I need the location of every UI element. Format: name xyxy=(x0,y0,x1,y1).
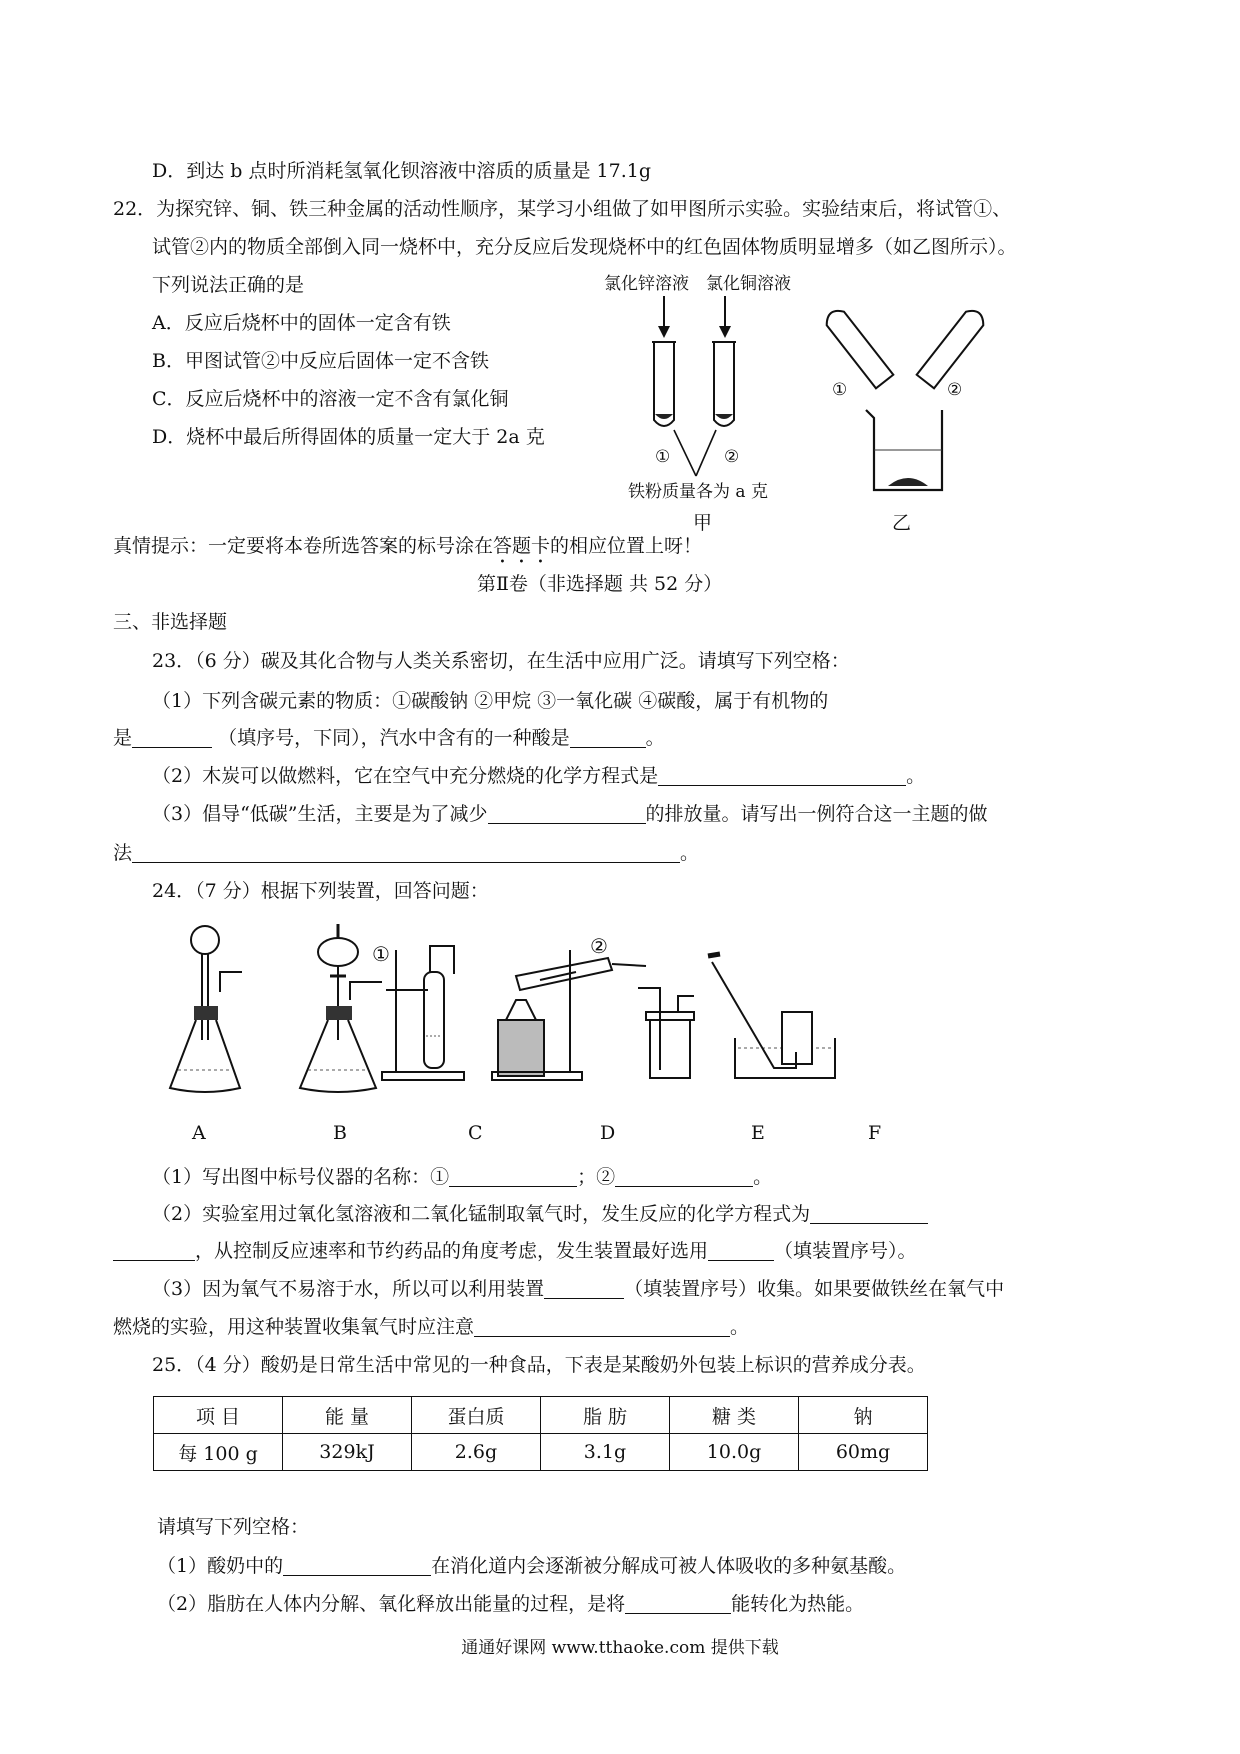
q24-stem: 24．（7 分）根据下列装置，回答问题： xyxy=(152,880,489,902)
q23-organic-blank[interactable] xyxy=(132,729,212,748)
q25-nutrient-blank[interactable] xyxy=(283,1557,431,1576)
q22-option-d: D．烧杯中最后所得固体的质量一定大于 2a 克 xyxy=(152,426,545,448)
q23-part1-line2 xyxy=(113,725,665,751)
q22-stem-line1: 22．为探究锌、铜、铁三种金属的活动性顺序，某学习小组做了如甲图所示实验。实验结束后，将试管①、 xyxy=(113,198,1012,220)
q25-p2-text-a: （2）脂肪在人体内分解、氧化释放出能量的过程，是将 xyxy=(157,1593,626,1615)
q24-equation-blank-a[interactable] xyxy=(810,1205,928,1224)
instrument-marker-1: ① xyxy=(372,942,390,966)
apparatus-a xyxy=(170,926,242,1092)
q25-prompt: 请填写下列空格： xyxy=(157,1516,310,1538)
tip-suffix: 的相应位置上呀！ xyxy=(550,535,703,557)
q23-p2-text-a: （2）木炭可以做燃料，它在空气中充分燃烧的化学方程式是 xyxy=(152,765,659,787)
q22-option-b: B．甲图试管②中反应后固体一定不含铁 xyxy=(152,350,489,372)
q24-part1 xyxy=(152,1164,772,1190)
q24-instrument2-blank[interactable] xyxy=(615,1168,753,1187)
beaker-tube-2-label: ② xyxy=(947,380,963,400)
q23-p2-text-b: 。 xyxy=(906,765,926,787)
q25-p1-text-a: （1）酸奶中的 xyxy=(157,1555,284,1577)
apparatus-label-f: F xyxy=(868,1122,882,1144)
table-cell: 329kJ xyxy=(283,1434,412,1471)
q23-p1-text-b: （填序号，下同），汽水中含有的一种酸是 xyxy=(218,727,570,749)
tilted-test-tube-2 xyxy=(917,306,988,388)
q25-p1-text-b: 在消化道内会逐渐被分解成可被人体吸收的多种氨基酸。 xyxy=(431,1555,907,1577)
q24-collector-blank[interactable] xyxy=(544,1280,624,1299)
tip-prefix: 真情提示：一定要将本卷所选答案的标号涂在 xyxy=(113,535,494,557)
q24-part2-line2 xyxy=(113,1238,917,1264)
part2-title: 第Ⅱ卷（非选择题 共 52 分） xyxy=(477,573,723,595)
q23-part3-line2 xyxy=(113,840,699,866)
apparatus-d xyxy=(492,950,646,1080)
table-cell: 3.1g xyxy=(541,1434,670,1471)
apparatus-f xyxy=(708,954,835,1078)
q24-p2-line2-text-b: （填装置序号）。 xyxy=(774,1240,917,1262)
apparatus-label-a: A xyxy=(192,1122,206,1144)
q23-method-blank[interactable] xyxy=(132,844,680,863)
label-copper-chloride-solution: 氯化铜溶液 xyxy=(706,274,791,294)
table-header-cell: 蛋白质 xyxy=(412,1397,541,1434)
arrow-down-icon xyxy=(719,296,731,338)
q23-p3-text-b: 的排放量。请写出一例符合这一主题的做 xyxy=(645,803,988,825)
table-header-row xyxy=(154,1397,928,1434)
q24-part3 xyxy=(152,1276,1004,1302)
tilted-test-tube-1 xyxy=(822,306,893,388)
table-header-cell: 脂 肪 xyxy=(541,1397,670,1434)
q25-part2 xyxy=(157,1591,864,1617)
page-footer: 通通好课网 www.tthaoke.com 提供下载 xyxy=(461,1638,779,1658)
table-cell: 60mg xyxy=(799,1434,928,1471)
q22-option-c: C．反应后烧杯中的溶液一定不含有氯化铜 xyxy=(152,388,509,410)
q24-p3-text-b: （填装置序号）收集。如果要做铁丝在氧气中 xyxy=(624,1278,1005,1300)
q22-option-a: A．反应后烧杯中的固体一定含有铁 xyxy=(152,312,451,334)
apparatus-e xyxy=(638,988,694,1078)
q22-stem-line2: 试管②内的物质全部倒入同一烧杯中，充分反应后发现烧杯中的红色固体物质明显增多（如乙图所示）。 xyxy=(152,236,1017,258)
q24-p1-text-b: ；② xyxy=(577,1166,616,1188)
apparatus-label-b: B xyxy=(333,1122,347,1144)
table-cell: 每 100 g xyxy=(154,1434,283,1471)
nutrition-table xyxy=(153,1396,928,1471)
table-cell: 2.6g xyxy=(412,1434,541,1471)
q23-reduce-blank[interactable] xyxy=(488,805,646,824)
beaker-tube-1-label: ① xyxy=(832,380,848,400)
q23-part3 xyxy=(152,801,988,827)
q23-part2 xyxy=(152,763,925,789)
q25-p2-text-b: 能转化为热能。 xyxy=(731,1593,865,1615)
q24-equation-blank-b[interactable] xyxy=(113,1242,195,1261)
tip-emphasis: 答题卡 xyxy=(493,535,551,557)
table-cell: 10.0g xyxy=(670,1434,799,1471)
q23-part1-line1: （1）下列含碳元素的物质：①碳酸钠 ②甲烷 ③一氧化碳 ④碳酸，属于有机物的 xyxy=(152,690,829,712)
q24-p3-text-a: （3）因为氧气不易溶于水，所以可以利用装置 xyxy=(152,1278,545,1300)
q24-generator-blank[interactable] xyxy=(708,1242,774,1261)
q24-p3-line2-text-a: 燃烧的实验，用这种装置收集氧气时应注意 xyxy=(113,1316,475,1338)
arrow-down-icon xyxy=(658,296,670,338)
q24-notice-blank[interactable] xyxy=(474,1318,730,1337)
tube-2-label: ② xyxy=(724,447,740,467)
test-tube-1 xyxy=(652,342,676,426)
q23-acid-blank[interactable] xyxy=(570,729,646,748)
figure-yi-drawing xyxy=(830,300,990,500)
q24-part2 xyxy=(152,1201,928,1227)
q23-p1-text-c: 。 xyxy=(645,727,665,749)
q25-stem: 25．（4 分）酸奶是日常生活中常见的一种食品，下表是某酸奶外包装上标识的营养成分表。 xyxy=(152,1354,926,1376)
figure-yi-caption: 乙 xyxy=(892,512,912,534)
figure-jia-drawing xyxy=(590,290,850,510)
q24-instrument1-blank[interactable] xyxy=(449,1168,577,1187)
apparatus-b xyxy=(300,924,382,1092)
q24-p3-line2-text-b: 。 xyxy=(730,1316,750,1338)
q23-p3-text-a: （3）倡导“低碳”生活，主要是为了减少 xyxy=(152,803,488,825)
table-header-cell: 糖 类 xyxy=(670,1397,799,1434)
q23-stem: 23．（6 分）碳及其化合物与人类关系密切，在生活中应用广泛。请填写下列空格： xyxy=(152,650,850,672)
apparatus-label-e: E xyxy=(751,1122,765,1144)
section3-title: 三、非选择题 xyxy=(113,611,228,633)
tube-1-label: ① xyxy=(655,447,671,467)
apparatus-label-d: D xyxy=(600,1122,616,1144)
test-tube-2 xyxy=(712,342,736,426)
label-zinc-chloride-solution: 氯化锌溶液 xyxy=(604,274,689,294)
table-header-cell: 能 量 xyxy=(283,1397,412,1434)
q25-energy-blank[interactable] xyxy=(625,1595,731,1614)
table-header-cell: 钠 xyxy=(799,1397,928,1434)
q24-p2-text-a: （2）实验室用过氧化氢溶液和二氧化锰制取氧气时，发生反应的化学方程式为 xyxy=(152,1203,811,1225)
beaker xyxy=(866,410,942,490)
q23-p1-text-a: 是 xyxy=(113,727,133,749)
q23-p3-line2-text-b: 。 xyxy=(680,842,700,864)
iron-mass-label: 铁粉质量各为 a 克 xyxy=(628,482,768,502)
apparatus-c xyxy=(382,946,464,1080)
instrument-marker-2: ② xyxy=(590,934,608,958)
q22-stem-line3: 下列说法正确的是 xyxy=(152,274,305,296)
q24-p1-text-c: 。 xyxy=(753,1166,773,1188)
q23-equation-blank[interactable] xyxy=(658,767,906,786)
q21-option-d: D．到达 b 点时所消耗氢氧化钡溶液中溶质的质量是 17.1g xyxy=(152,160,651,182)
table-row xyxy=(154,1434,928,1471)
q23-p3-line2-text-a: 法 xyxy=(113,842,133,864)
apparatus-label-c: C xyxy=(468,1122,483,1144)
q24-part3-line2 xyxy=(113,1314,749,1340)
q25-part1 xyxy=(157,1553,906,1579)
q24-p2-line2-text-a: ，从控制反应速率和节约药品的角度考虑，发生装置最好选用 xyxy=(195,1240,709,1262)
figure-jia-caption: 甲 xyxy=(693,512,713,534)
tip-line xyxy=(113,533,702,568)
table-header-cell: 项 目 xyxy=(154,1397,283,1434)
q24-p1-text-a: （1）写出图中标号仪器的名称：① xyxy=(152,1166,450,1188)
